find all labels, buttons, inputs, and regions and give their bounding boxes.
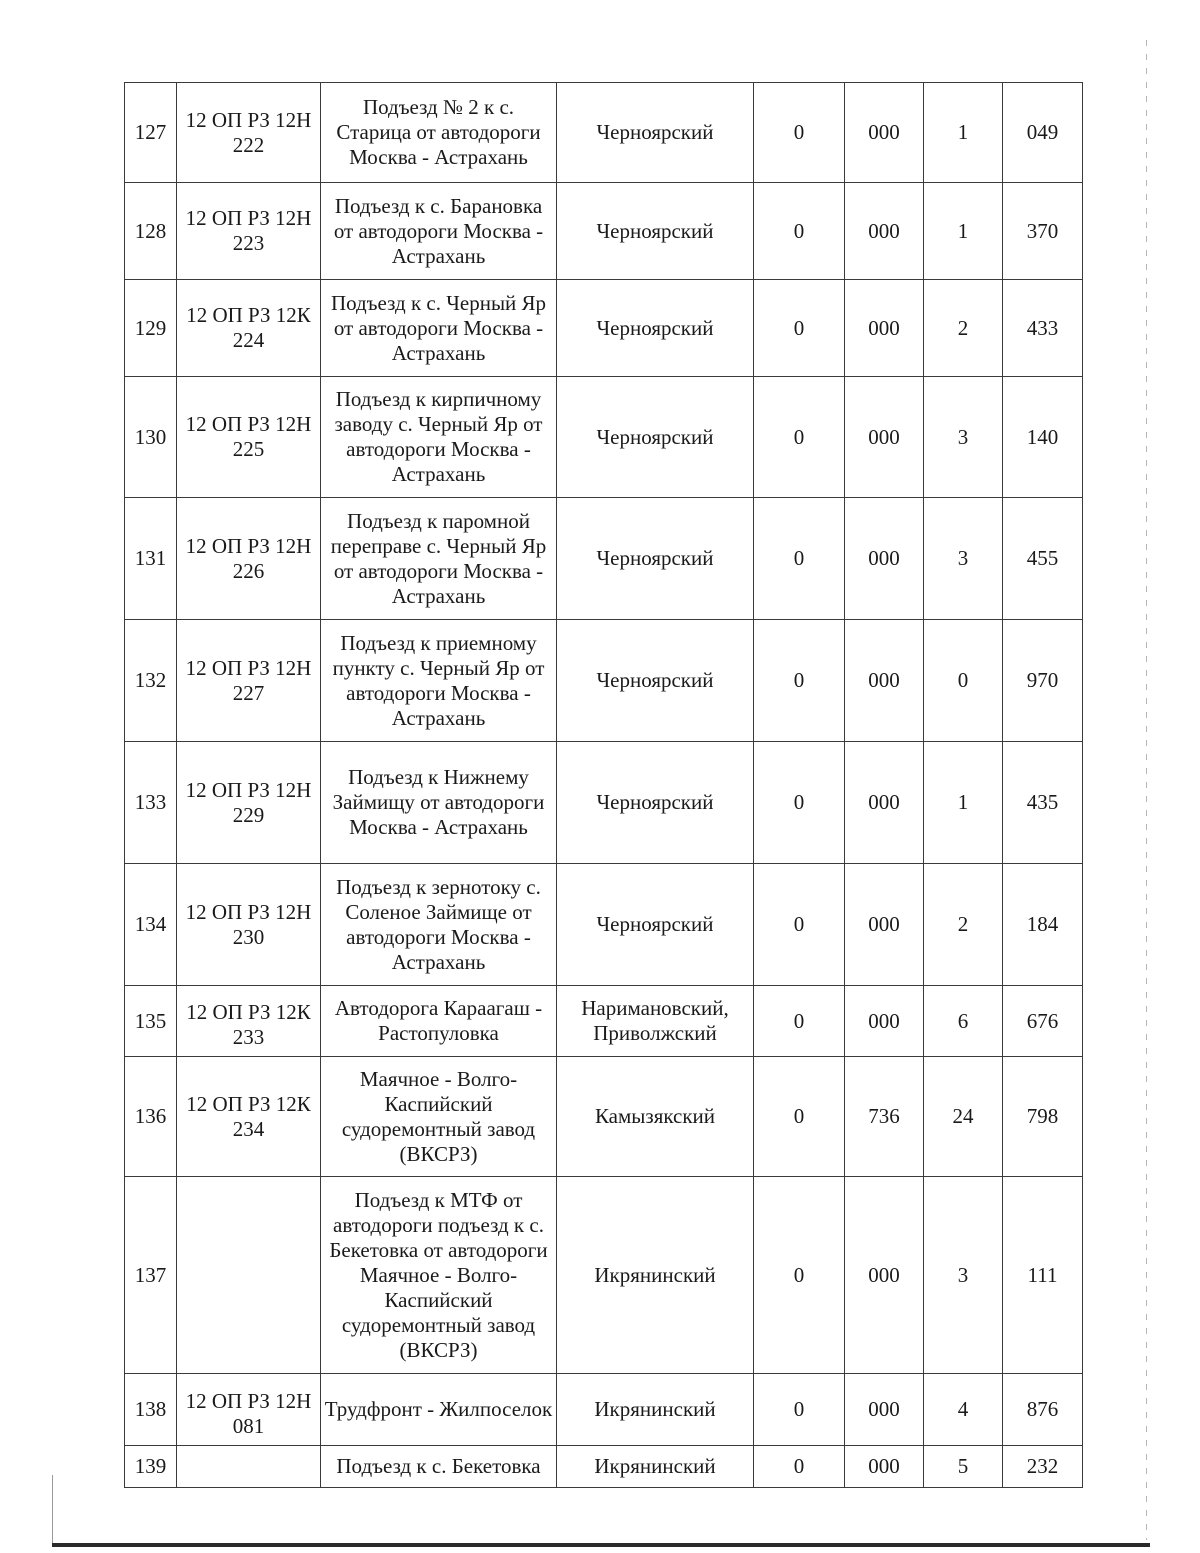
table-row: [125, 620, 1083, 742]
road-code: 12 ОП РЗ 12Н 223: [177, 183, 321, 280]
road-name: Подъезд к с. Барановка от автодороги Москва - Астрахань: [321, 183, 557, 280]
road-name: Подъезд № 2 к с. Старица от автодороги Москва - Астрахань: [321, 83, 557, 183]
value-col-1: 0: [754, 377, 845, 498]
row-number: 131: [125, 498, 177, 620]
value-col-3: 1: [924, 742, 1003, 864]
value-col-4: 049: [1003, 83, 1083, 183]
value-col-1: 0: [754, 1057, 845, 1177]
road-name: Маячное - Волго-Каспийский судоремонтный завод (ВКСРЗ): [321, 1057, 557, 1177]
table-row: [125, 986, 1083, 1057]
value-col-4: 433: [1003, 280, 1083, 377]
road-code: 12 ОП РЗ 12Н 225: [177, 377, 321, 498]
value-col-1: 0: [754, 498, 845, 620]
value-col-1: 0: [754, 742, 845, 864]
value-col-1: 0: [754, 620, 845, 742]
road-name: Подъезд к кирпичному заводу с. Черный Яр от автодороги Москва - Астрахань: [321, 377, 557, 498]
road-code: 12 ОП РЗ 12К 224: [177, 280, 321, 377]
row-number: 130: [125, 377, 177, 498]
value-col-1: 0: [754, 986, 845, 1057]
value-col-3: 2: [924, 864, 1003, 986]
value-col-3: 2: [924, 280, 1003, 377]
road-code: 12 ОП РЗ 12Н 230: [177, 864, 321, 986]
table-row: [125, 742, 1083, 864]
row-number: 133: [125, 742, 177, 864]
value-col-2: 000: [845, 1374, 924, 1446]
value-col-2: 000: [845, 742, 924, 864]
road-code: 12 ОП РЗ 12Н 081: [177, 1374, 321, 1446]
value-col-3: 3: [924, 1177, 1003, 1374]
value-col-2: 000: [845, 83, 924, 183]
page-edge-left: [52, 1475, 53, 1545]
value-col-3: 3: [924, 498, 1003, 620]
district: Черноярский: [557, 280, 754, 377]
district: Черноярский: [557, 742, 754, 864]
road-name: Подъезд к с. Бекетовка: [321, 1446, 557, 1488]
road-code: 12 ОП РЗ 12К 233: [177, 986, 321, 1057]
value-col-4: 370: [1003, 183, 1083, 280]
district: Икрянинский: [557, 1374, 754, 1446]
row-number: 134: [125, 864, 177, 986]
row-number: 135: [125, 986, 177, 1057]
table-row: [125, 1446, 1083, 1488]
value-col-1: 0: [754, 864, 845, 986]
value-col-2: 000: [845, 280, 924, 377]
district: Черноярский: [557, 83, 754, 183]
value-col-1: 0: [754, 280, 845, 377]
value-col-2: 000: [845, 1177, 924, 1374]
row-number: 136: [125, 1057, 177, 1177]
table-row: [125, 377, 1083, 498]
road-code: 12 ОП РЗ 12Н 222: [177, 83, 321, 183]
value-col-1: 0: [754, 1177, 845, 1374]
value-col-4: 111: [1003, 1177, 1083, 1374]
value-col-1: 0: [754, 1374, 845, 1446]
road-code: 12 ОП РЗ 12Н 226: [177, 498, 321, 620]
road-code: [177, 1446, 321, 1488]
value-col-4: 232: [1003, 1446, 1083, 1488]
district: Черноярский: [557, 183, 754, 280]
value-col-3: 6: [924, 986, 1003, 1057]
value-col-3: 4: [924, 1374, 1003, 1446]
value-col-4: 184: [1003, 864, 1083, 986]
value-col-3: 5: [924, 1446, 1003, 1488]
value-col-1: 0: [754, 83, 845, 183]
row-number: 138: [125, 1374, 177, 1446]
district: Икрянинский: [557, 1446, 754, 1488]
value-col-2: 000: [845, 498, 924, 620]
value-col-4: 676: [1003, 986, 1083, 1057]
road-name: Подъезд к Нижнему Займищу от автодороги Москва - Астрахань: [321, 742, 557, 864]
district: Камызякский: [557, 1057, 754, 1177]
road-code: [177, 1177, 321, 1374]
value-col-3: 24: [924, 1057, 1003, 1177]
value-col-4: 798: [1003, 1057, 1083, 1177]
page-edge-bottom: [52, 1543, 1150, 1547]
value-col-2: 000: [845, 620, 924, 742]
row-number: 129: [125, 280, 177, 377]
table-row: [125, 864, 1083, 986]
road-registry-table: [124, 82, 1083, 1488]
value-col-4: 455: [1003, 498, 1083, 620]
value-col-2: 000: [845, 183, 924, 280]
row-number: 137: [125, 1177, 177, 1374]
table-row: [125, 1374, 1083, 1446]
district: Черноярский: [557, 864, 754, 986]
value-col-3: 1: [924, 183, 1003, 280]
table-row: [125, 1177, 1083, 1374]
road-name: Подъезд к приемному пункту с. Черный Яр от автодороги Москва - Астрахань: [321, 620, 557, 742]
value-col-1: 0: [754, 183, 845, 280]
road-code: 12 ОП РЗ 12К 234: [177, 1057, 321, 1177]
district: Икрянинский: [557, 1177, 754, 1374]
district: Черноярский: [557, 620, 754, 742]
value-col-3: 1: [924, 83, 1003, 183]
value-col-4: 435: [1003, 742, 1083, 864]
row-number: 132: [125, 620, 177, 742]
row-number: 128: [125, 183, 177, 280]
value-col-4: 876: [1003, 1374, 1083, 1446]
value-col-3: 3: [924, 377, 1003, 498]
road-name: Подъезд к с. Черный Яр от автодороги Москва - Астрахань: [321, 280, 557, 377]
road-name: Подъезд к паромной переправе с. Черный Яр от автодороги Москва - Астрахань: [321, 498, 557, 620]
value-col-2: 000: [845, 1446, 924, 1488]
value-col-3: 0: [924, 620, 1003, 742]
value-col-1: 0: [754, 1446, 845, 1488]
value-col-4: 140: [1003, 377, 1083, 498]
district: Черноярский: [557, 498, 754, 620]
value-col-2: 000: [845, 377, 924, 498]
value-col-2: 000: [845, 864, 924, 986]
road-code: 12 ОП РЗ 12Н 227: [177, 620, 321, 742]
road-name: Автодорога Караагаш - Растопуловка: [321, 986, 557, 1057]
road-name: Трудфронт - Жилпоселок: [321, 1374, 557, 1446]
district: Черноярский: [557, 377, 754, 498]
value-col-2: 736: [845, 1057, 924, 1177]
road-code: 12 ОП РЗ 12Н 229: [177, 742, 321, 864]
row-number: 127: [125, 83, 177, 183]
value-col-2: 000: [845, 986, 924, 1057]
district: Наримановский, Приволжский: [557, 986, 754, 1057]
table-row: [125, 183, 1083, 280]
road-name: Подъезд к зернотоку с. Соленое Займище от автодороги Москва - Астрахань: [321, 864, 557, 986]
table-row: [125, 498, 1083, 620]
table-row: [125, 280, 1083, 377]
table-row: [125, 1057, 1083, 1177]
page-edge-right: [1146, 40, 1147, 1540]
row-number: 139: [125, 1446, 177, 1488]
road-name: Подъезд к МТФ от автодороги подъезд к с. Бекетовка от автодороги Маячное - Волго-Каспийский судоремонтный завод (ВКСРЗ): [321, 1177, 557, 1374]
table-row: [125, 83, 1083, 183]
value-col-4: 970: [1003, 620, 1083, 742]
